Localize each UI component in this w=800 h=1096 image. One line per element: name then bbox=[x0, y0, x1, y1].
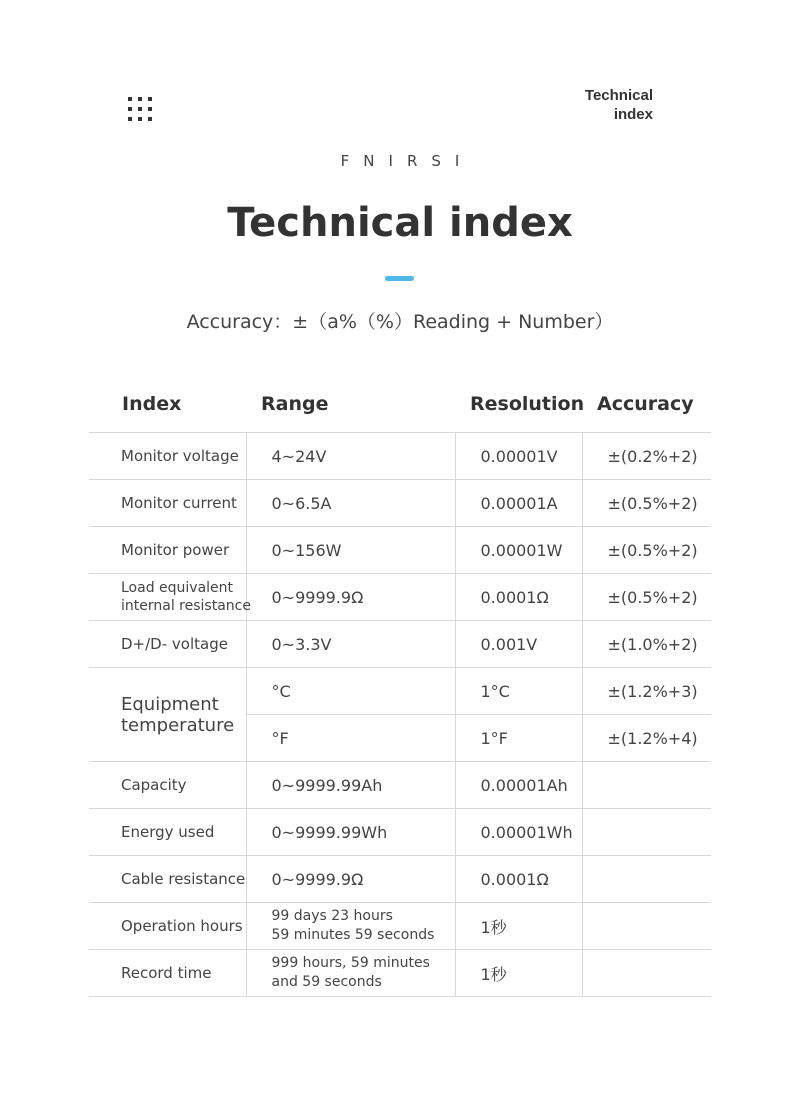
range-line2: and 59 seconds bbox=[271, 974, 382, 990]
table-row bbox=[89, 950, 711, 997]
table-row bbox=[89, 433, 711, 480]
accuracy-cell: ±(0.2%+2) bbox=[582, 433, 711, 480]
index-cell bbox=[89, 668, 246, 762]
index-line1: Load equivalent bbox=[121, 580, 234, 596]
table-row bbox=[89, 903, 711, 950]
range-cell: 0~6.5A bbox=[246, 480, 455, 527]
resolution-cell: 0.00001Ah bbox=[455, 762, 582, 809]
range-cell: °C bbox=[246, 668, 455, 715]
index-cell: Energy used bbox=[89, 809, 246, 856]
table-row bbox=[89, 668, 711, 715]
header-index: Index bbox=[89, 375, 246, 433]
corner-title bbox=[585, 86, 653, 124]
accuracy-cell: ±(1.2%+3) bbox=[582, 668, 711, 715]
index-cell: Monitor power bbox=[89, 527, 246, 574]
resolution-cell: 0.00001V bbox=[455, 433, 582, 480]
accuracy-cell bbox=[582, 903, 711, 950]
table-row bbox=[89, 856, 711, 903]
range-cell: °F bbox=[246, 715, 455, 762]
brand-name: FNIRSI bbox=[340, 152, 474, 170]
table-row bbox=[89, 480, 711, 527]
index-line2: internal resistance bbox=[121, 598, 251, 614]
resolution-cell: 0.00001W bbox=[455, 527, 582, 574]
accuracy-cell bbox=[582, 856, 711, 903]
header-range: Range bbox=[246, 375, 455, 433]
index-cell: Record time bbox=[89, 950, 246, 997]
header-resolution: Resolution bbox=[455, 375, 582, 433]
range-cell: 0~9999.99Ah bbox=[246, 762, 455, 809]
table-row bbox=[89, 527, 711, 574]
accuracy-cell: ±(0.5%+2) bbox=[582, 527, 711, 574]
table-row bbox=[89, 809, 711, 856]
accuracy-cell: ±(0.5%+2) bbox=[582, 574, 711, 621]
accuracy-cell: ±(1.2%+4) bbox=[582, 715, 711, 762]
resolution-cell: 0.001V bbox=[455, 621, 582, 668]
range-cell: 0~9999.99Wh bbox=[246, 809, 455, 856]
index-cell: Monitor voltage bbox=[89, 433, 246, 480]
table-row bbox=[89, 574, 711, 621]
corner-title-line1: Technical bbox=[584, 87, 653, 104]
spec-table bbox=[89, 375, 711, 997]
range-line1: 999 hours, 59 minutes bbox=[271, 955, 430, 971]
resolution-cell: 0.0001Ω bbox=[455, 574, 582, 621]
range-cell: 0~9999.9Ω bbox=[246, 856, 455, 903]
index-cell: Cable resistance bbox=[89, 856, 246, 903]
resolution-cell: 1秒 bbox=[455, 903, 582, 950]
accuracy-cell bbox=[582, 762, 711, 809]
range-cell bbox=[246, 950, 455, 997]
range-cell: 0~3.3V bbox=[246, 621, 455, 668]
accuracy-cell bbox=[582, 809, 711, 856]
index-line2: temperature bbox=[121, 714, 235, 736]
accuracy-subtitle: Accuracy：±（a%（%）Reading + Number） bbox=[186, 311, 614, 333]
range-cell: 0~156W bbox=[246, 527, 455, 574]
resolution-cell: 0.00001A bbox=[455, 480, 582, 527]
index-cell: Capacity bbox=[89, 762, 246, 809]
resolution-cell: 1秒 bbox=[455, 950, 582, 997]
resolution-cell: 1°F bbox=[455, 715, 582, 762]
table-row bbox=[89, 621, 711, 668]
range-line2: 59 minutes 59 seconds bbox=[271, 927, 435, 943]
table-row bbox=[89, 762, 711, 809]
range-cell: 0~9999.9Ω bbox=[246, 574, 455, 621]
corner-title-line2: index bbox=[613, 106, 653, 123]
range-cell: 4~24V bbox=[246, 433, 455, 480]
table-header-row bbox=[89, 375, 711, 433]
accent-bar bbox=[385, 276, 414, 281]
resolution-cell: 0.00001Wh bbox=[455, 809, 582, 856]
resolution-cell: 0.0001Ω bbox=[455, 856, 582, 903]
index-cell: Operation hours bbox=[89, 903, 246, 950]
range-cell bbox=[246, 903, 455, 950]
index-line1: Equipment bbox=[121, 693, 219, 715]
index-cell bbox=[89, 574, 251, 621]
header-accuracy: Accuracy bbox=[582, 375, 711, 433]
range-line1: 99 days 23 hours bbox=[271, 908, 393, 924]
index-cell: Monitor current bbox=[89, 480, 246, 527]
grid-icon[interactable] bbox=[128, 97, 152, 121]
accuracy-cell bbox=[582, 950, 711, 997]
page-title: Technical index bbox=[227, 200, 573, 246]
index-cell: D+/D- voltage bbox=[89, 621, 246, 668]
resolution-cell: 1°C bbox=[455, 668, 582, 715]
accuracy-cell: ±(1.0%+2) bbox=[582, 621, 711, 668]
accuracy-cell: ±(0.5%+2) bbox=[582, 480, 711, 527]
